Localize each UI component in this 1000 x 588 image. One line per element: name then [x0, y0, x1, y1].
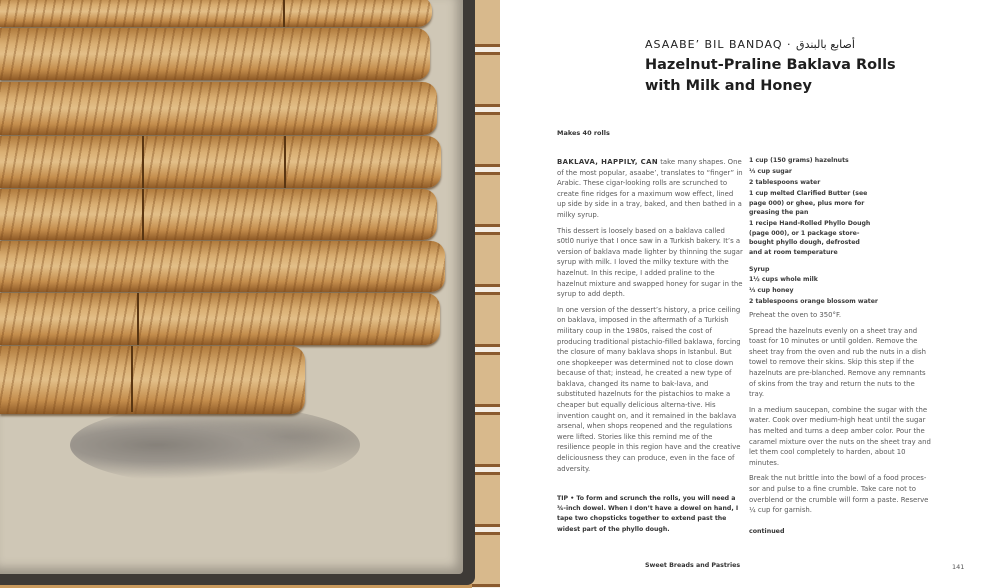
lead-in: BAKLAVA, HAPPILY, CAN: [557, 158, 659, 166]
ingredient-list: [749, 156, 929, 308]
baklava-roll: [0, 293, 440, 345]
ingredient: 1 recipe Hand-Rolled Phyllo Dough (page 000), or 1 package store-bought phyllo dough, defrosted and at room temperature: [749, 220, 871, 256]
ingredient: 2 tablespoons orange blossom water: [749, 298, 878, 306]
title-line: with Milk and Honey: [645, 78, 812, 94]
baklava-roll: [0, 82, 437, 135]
ingredient: ⅓ cup sugar: [749, 167, 792, 175]
continued-label: continued: [749, 528, 785, 535]
baklava-roll: [0, 0, 432, 27]
ingredient: ⅓ cup honey: [749, 287, 794, 295]
syrup-heading: Syrup: [749, 265, 770, 273]
tray-pattern: [70, 405, 360, 485]
baklava-roll: [0, 28, 430, 80]
method-step: Spread the hazelnuts evenly on a sheet tray and toast for 10 minutes or until golden. Remove the sheet tray from the oven and rub the nuts in a dish towel to remove their skins. Skip this step if the hazelnuts are pre-blanched. Remove any remnants of skins from the tray and return the nuts to the tray.: [749, 326, 926, 399]
recipe-yield: Makes 40 rolls: [557, 129, 610, 137]
roll-cut: [142, 136, 144, 188]
ingredient: 2 tablespoons water: [749, 178, 821, 186]
ingredient: 1 cup melted Clarified Butter (see page 000) or ghee, plus more for greasing the pan: [749, 189, 868, 217]
baklava-roll: [0, 346, 305, 414]
tip-note: TIP • To form and scrunch the rolls, you will need a ¾-inch dowel. When I don’t have a dowel on hand, I tape two chopsticks together to extend past the widest part of the phyllo dough.: [557, 495, 739, 533]
method-step: Break the nut brittle into the bowl of a food proces-sor and pulse to a fine crumble. Take care not to overblend or the crumble will form a paste. Reserve ¼ cup for garnish.: [749, 474, 929, 515]
ingredient: 1½ cups whole milk: [749, 276, 818, 284]
method: [749, 310, 931, 521]
recipe-title: [645, 55, 896, 97]
page-number: 141: [952, 563, 965, 571]
ingredient: 1 cup (150 grams) hazelnuts: [749, 157, 849, 164]
baklava-roll: [0, 189, 437, 240]
footer-section: Sweet Breads and Pastries: [645, 562, 741, 569]
paragraph-text: take many shapes. One of the most popular, asaabe’, translates to “finger” in Arabic. These cigar-looking rolls are scrunched to create fine ridges for a maximum wow effect, lined up side by side in a tray, baked, and then bathed in a milky syrup.: [557, 158, 743, 219]
roll-cut: [137, 293, 139, 345]
headnote: [557, 157, 743, 479]
headnote-paragraph: In one version of the dessert’s history, a price ceiling on baklava, imposed in the aftermath of a Turkish military coup in the 1980s, raised the cost of producing traditional pistachio-filled baklawa, forcing the closure of many baklava shops in Istanbul. But one shopkeeper was determined not to close down because of that; instead, he created a new type of baklava, changed its name to bak-lava, and substituted hazelnuts for the pistachios to make a cheaper but equally delicious alterna-tive. His invention caught on, and it remained in the baklava arsenal, when shops reopened and the regulations were lifted. Stories like this remind me of the resilience people in this region have and the creative deliciousness they can produce, even in the face of adversity.: [557, 305, 741, 473]
recipe-subtitle: ASAABE’ BIL BANDAQ · أصابع بالبندق: [645, 38, 855, 51]
roll-cut: [284, 136, 286, 188]
roll-cut: [283, 0, 285, 27]
headnote-paragraph: This dessert is loosely based on a baklava called s0tl0 nuriye that I once saw in a Turkish bakery. It’s a version of baklava made lighter by thinning the sugar syrup with milk. I loved the milky texture with the hazelnut. In this recipe, I added praline to the hazelnut mixture and swapped honey for sugar in the syrup to add depth.: [557, 226, 743, 299]
baklava-roll: [0, 241, 445, 292]
roll-cut: [142, 189, 144, 240]
roll-cut: [131, 346, 133, 412]
baklava-roll: [0, 136, 441, 188]
headnote-paragraph: [557, 157, 743, 221]
method-step: Preheat the oven to 350°F.: [749, 311, 842, 319]
striped-cloth: [472, 0, 500, 588]
method-step: In a medium saucepan, combine the sugar with the water. Cook over medium-high heat until the sugar has melted and turns a deep amber color. Pour the caramel mixture over the nuts on the sheet tray and let them cool completely to harden, about 10 minutes.: [749, 405, 931, 467]
title-line: Hazelnut-Praline Baklava Rolls: [645, 57, 896, 73]
